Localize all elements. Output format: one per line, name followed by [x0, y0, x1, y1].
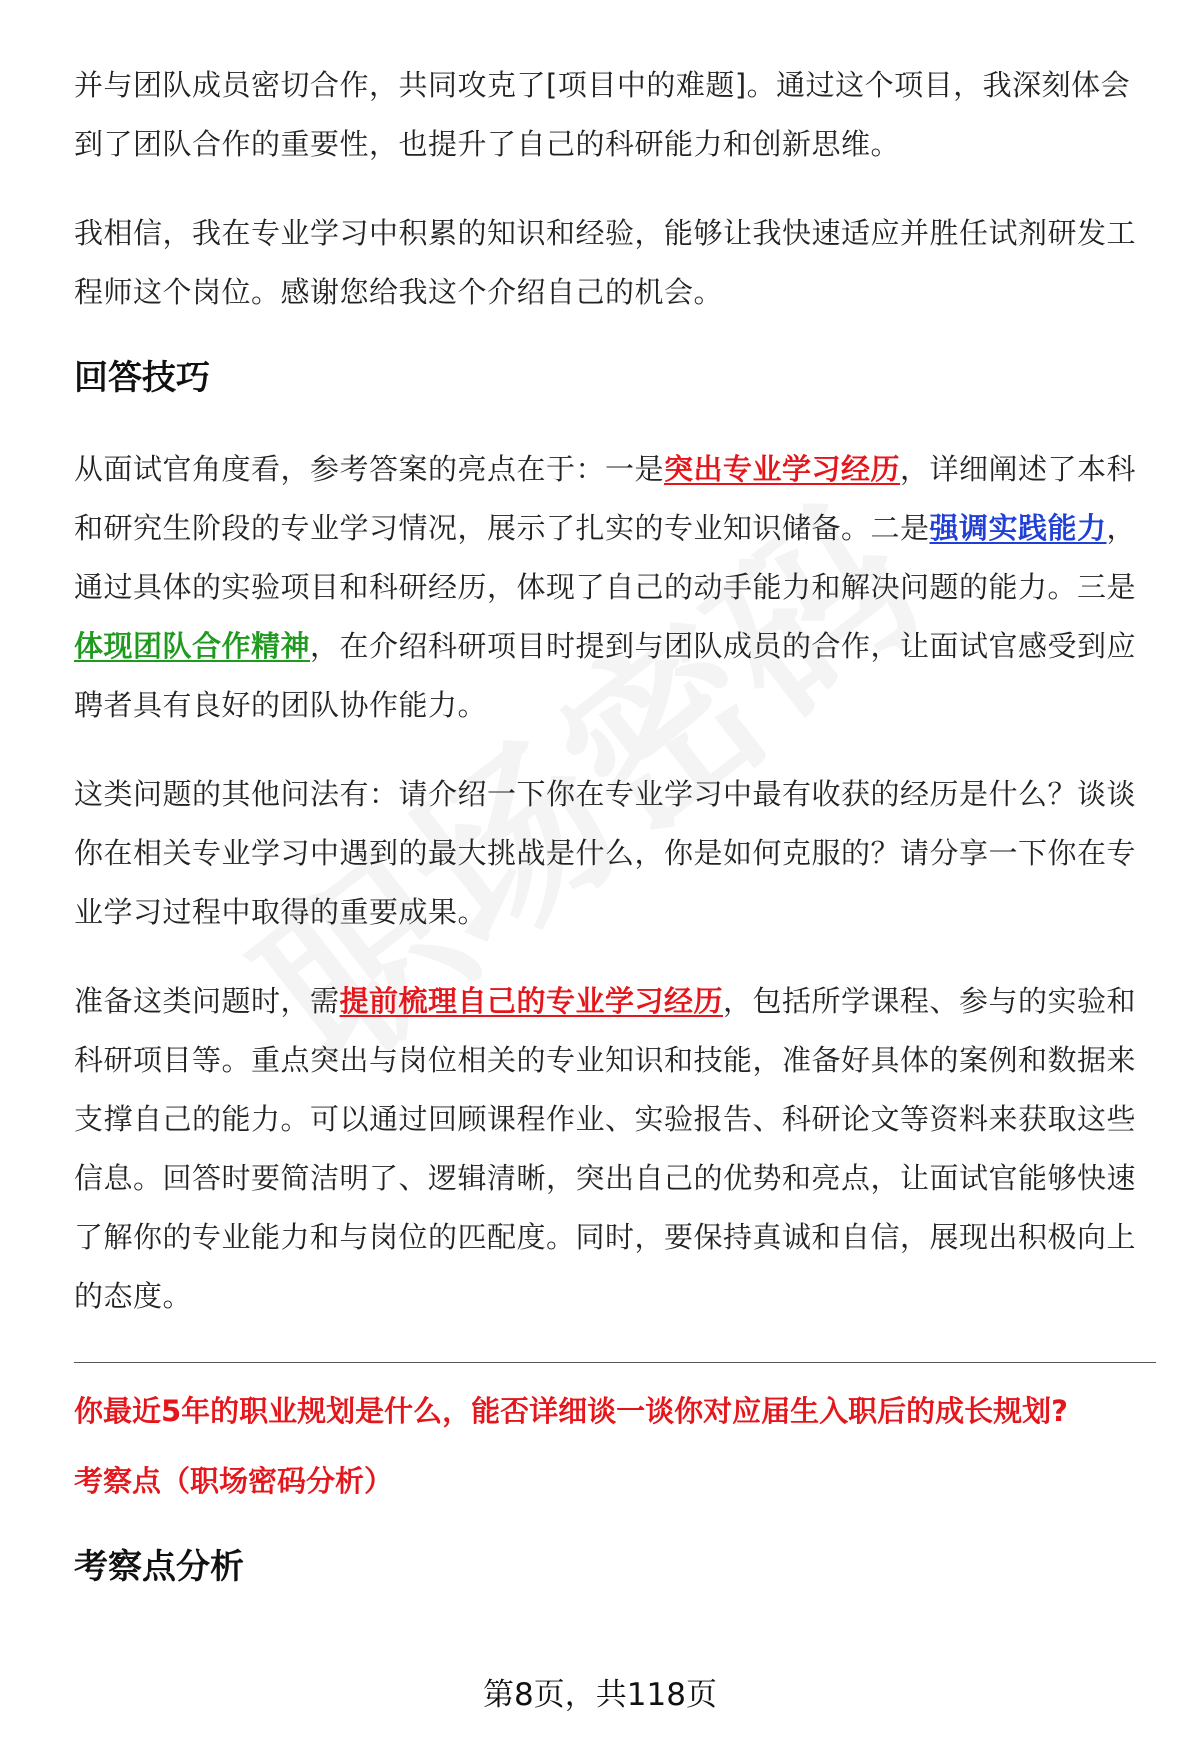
highlight-review-experience: 提前梳理自己的专业学习经历	[339, 984, 724, 1018]
highlight-teamwork-spirit: 体现团队合作精神	[74, 629, 311, 663]
section-heading-analysis: 考察点分析	[74, 1547, 244, 1587]
highlight-study-experience: 突出专业学习经历	[664, 452, 901, 486]
section-heading-answer-tips: 回答技巧	[74, 358, 210, 398]
page-number-footer: 第8页，共118页	[483, 1677, 717, 1713]
section-divider	[74, 1362, 1156, 1363]
paragraph-preparation	[74, 972, 1156, 1326]
document-page	[74, 56, 1156, 1589]
text-segment: ，详细阐述了本科和研究生阶段的专业学习情况，展示了扎实的专业知识储备。二是	[74, 452, 1137, 545]
question-title: 你最近5年的职业规划是什么，能否详细谈一谈你对应届生入职后的成长规划?	[74, 1394, 1069, 1428]
question-subtitle: 考察点（职场密码分析）	[74, 1464, 394, 1498]
text-segment: ，在介绍科研项目时提到与团队成员的合作，让面试官感受到应聘者具有良好的团队协作能力。	[74, 629, 1137, 722]
text-segment: 从面试官角度看，参考答案的亮点在于：一是	[74, 452, 665, 486]
text-segment: ，包括所学课程、参与的实验和科研项目等。重点突出与岗位相关的专业知识和技能，准备好具体的案例和数据来支撑自己的能力。可以通过回顾课程作业、实验报告、科研论文等资料来获取这些信息。回答时要简洁明了、逻辑清晰，突出自己的优势和亮点，让面试官能够快速了解你的专业能力和与岗位的匹配度。同时，要保持真诚和自信，展现出积极向上的态度。	[74, 984, 1137, 1313]
paragraph-project-teamwork: 并与团队成员密切合作，共同攻克了[项目中的难题]。通过这个项目，我深刻体会到了团队合作的重要性，也提升了自己的科研能力和创新思维。	[74, 68, 1131, 161]
text-segment: ，通过具体的实验项目和科研经历，体现了自己的动手能力和解决问题的能力。三是	[74, 511, 1137, 604]
highlight-practical-ability: 强调实践能力	[929, 511, 1107, 545]
text-segment: 准备这类问题时，需	[74, 984, 340, 1018]
paragraph-closing: 我相信，我在专业学习中积累的知识和经验，能够让我快速适应并胜任试剂研发工程师这个岗位。感谢您给我这个介绍自己的机会。	[74, 216, 1137, 309]
paragraph-highlights	[74, 440, 1156, 735]
paragraph-alternative-questions: 这类问题的其他问法有：请介绍一下你在专业学习中最有收获的经历是什么？谈谈你在相关专业学习中遇到的最大挑战是什么，你是如何克服的？请分享一下你在专业学习过程中取得的重要成果。	[74, 777, 1137, 929]
